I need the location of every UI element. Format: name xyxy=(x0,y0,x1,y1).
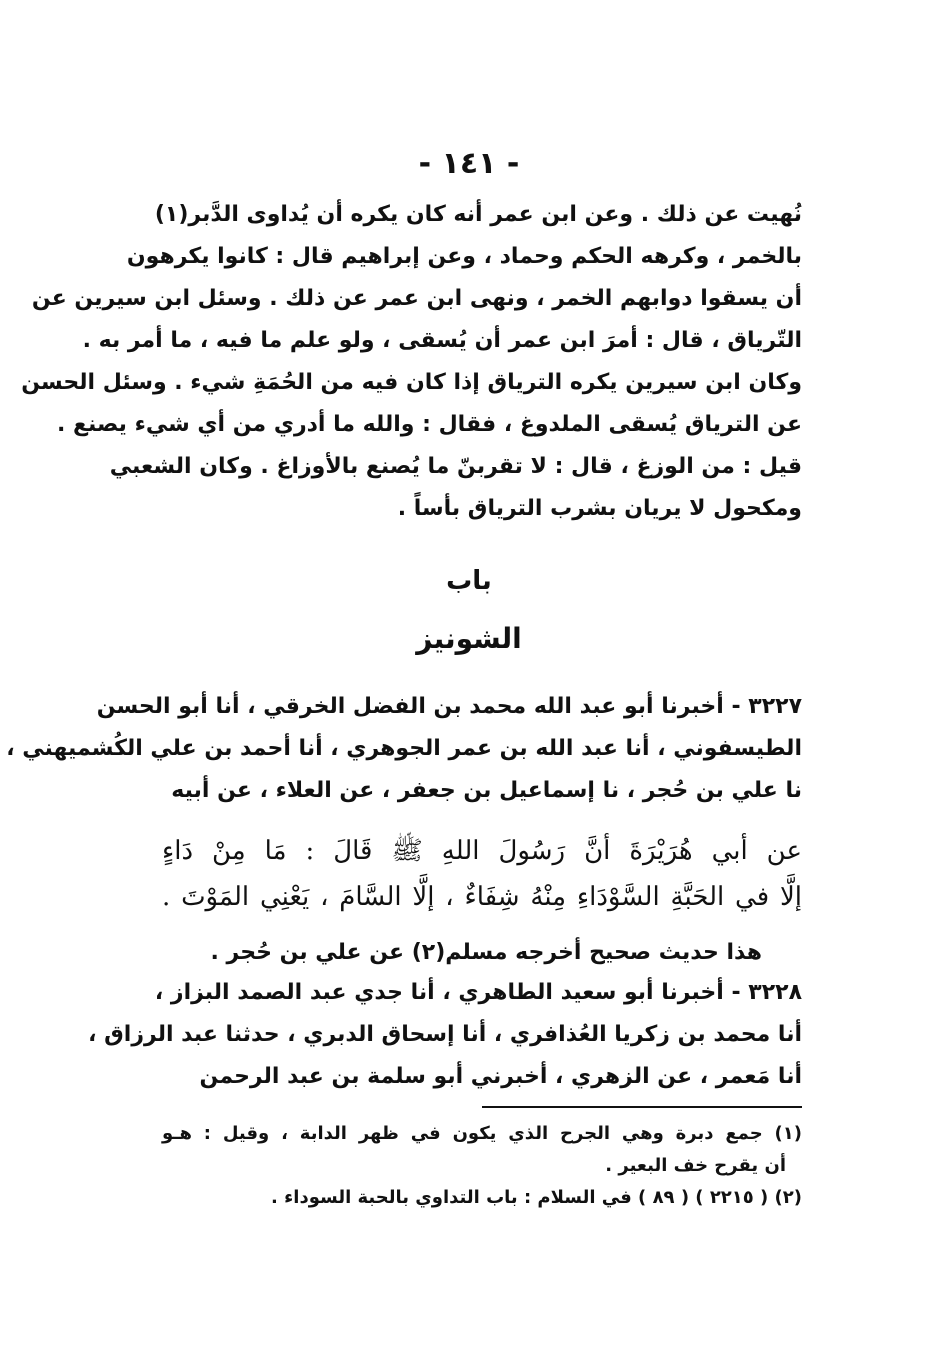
text-line: نا علي بن حُجر ، نا إسماعيل بن جعفر ، عن العلاء ، عن أبيه xyxy=(171,778,802,803)
footnote-1: (١) جمع دبرة وهي الجرح الذي يكون في ظهر الدابة ، وقيل : هـو xyxy=(162,1123,802,1144)
text-line: ٣٢٢٧ - أخبرنا أبو عبد الله محمد بن الفضل الخرقي ، أنا أبو الحسن xyxy=(96,694,802,719)
matn-line: عن أبي هُرَيْرَةَ أنَّ رَسُولَ اللهِ ﷺ قَالَ : مَا مِنْ دَاءٍ xyxy=(162,836,802,866)
text-line: أنا محمد بن زكريا العُذافري ، أنا إسحاق الدبري ، حدثنا عبد الرزاق ، xyxy=(88,1022,802,1047)
page-number: - ١٤١ - xyxy=(418,146,520,181)
chapter-label: باب xyxy=(446,566,492,596)
text-line: هذا حديث صحيح أخرجه مسلم(٢) عن علي بن حُجر . xyxy=(210,940,762,965)
text-line: الطيسفوني ، أنا عبد الله بن عمر الجوهري ، أنا أحمد بن علي الكُشميهني ، xyxy=(6,736,802,761)
chapter-title: الشونيز xyxy=(416,622,522,655)
text-line: أن يسقوا دوابهم الخمر ، ونهى ابن عمر عن ذلك . وسئل ابن سيرين عن xyxy=(31,286,802,311)
hadith-3227-matn xyxy=(162,828,802,920)
text-line: قيل : من الوزغ ، قال : لا تقربنّ ما يُصنع بالأوزاغ . وكان الشعبي xyxy=(109,454,802,479)
text-line: التّرياق ، قال : أمرَ ابن عمر أن يُسقى ، ولو علم ما فيه ، ما أمر به . xyxy=(82,328,802,353)
hadith-3228-isnad xyxy=(88,972,802,1098)
hadith-3227-isnad xyxy=(6,686,802,812)
text-line: أنا مَعمر ، عن الزهري ، أخبرني أبو سلمة بن عبد الرحمن xyxy=(199,1064,802,1089)
text-line: ٣٢٢٨ - أخبرنا أبو سعيد الطاهري ، أنا جدي عبد الصمد البزاز ، xyxy=(154,980,802,1005)
hadith-grading-note xyxy=(162,932,802,974)
footnote-divider xyxy=(482,1106,802,1108)
intro-paragraph xyxy=(21,194,802,530)
footnote-1-continued: أن يقرح خف البعير . xyxy=(605,1155,786,1176)
footnote-2: (٢) ( ٢٢١٥ ) ( ٨٩ ) في السلام : باب التداوي بالحبة السوداء . xyxy=(271,1187,802,1208)
footnotes xyxy=(162,1118,802,1214)
text-line: وكان ابن سيرين يكره الترياق إذا كان فيه من الحُمَةِ شيء . وسئل الحسن xyxy=(21,370,802,395)
text-line: نُهيت عن ذلك . وعن ابن عمر أنه كان يكره أن يُداوى الدَّبر(١) xyxy=(154,202,802,227)
matn-line: إلَّا في الحَبَّةِ السَّوْدَاءِ مِنْهُ شِفَاءٌ ، إلَّا السَّامَ ، يَعْنِي المَوْتَ . xyxy=(162,882,802,912)
text-line: عن الترياق يُسقى الملدوغ ، فقال : والله ما أدري من أي شيء يصنع . xyxy=(56,412,802,437)
text-line: ومكحول لا يريان بشرب الترياق بأساً . xyxy=(397,496,802,521)
text-line: بالخمر ، وكرهه الحكم وحماد ، وعن إبراهيم قال : كانوا يكرهون xyxy=(126,244,802,269)
